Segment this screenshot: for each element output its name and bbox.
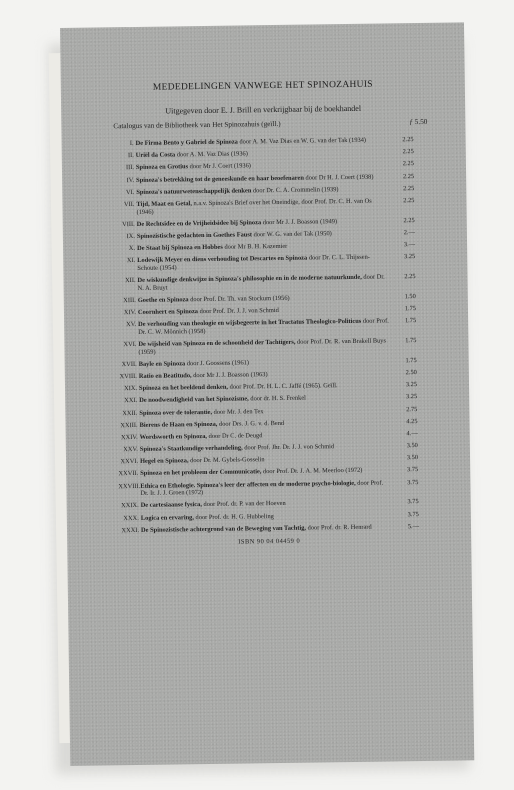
entry-number: X. bbox=[128, 245, 136, 253]
publication-entry bbox=[115, 241, 415, 253]
entry-title: De Staat bij Spinoza en Hobbes bbox=[137, 243, 223, 253]
entry-number: IV. bbox=[126, 176, 135, 184]
entry-author: door Dr C. de Deugd bbox=[208, 432, 263, 440]
entry-author: door Prof. Jhr. Dr. J. J. von Schmid bbox=[244, 443, 335, 452]
entry-number: XXIX. bbox=[121, 502, 139, 510]
entry-title: Spinoza en het probleem der Communicatie, bbox=[140, 468, 262, 478]
entry-price: 1.75 bbox=[405, 356, 417, 364]
entry-number: XXIII. bbox=[120, 421, 138, 429]
entry-price: 1.75 bbox=[404, 317, 417, 325]
entry-price: 2.50 bbox=[405, 369, 417, 377]
cover-content bbox=[113, 79, 428, 548]
entry-title: De Firma Bento y Gabriel de Spinoza bbox=[135, 138, 238, 147]
entry-author: door Dr. C. A. Crommelin (1939) bbox=[252, 185, 339, 195]
entry-title: De Rechtsidee en de Vrijheidsidee bij Spinoza bbox=[136, 218, 262, 228]
entry-author: door Mr J. J. Boasson (1963) bbox=[193, 371, 268, 380]
publication-entry bbox=[117, 393, 417, 405]
entry-price: 2.25 bbox=[402, 148, 414, 156]
entry-title: Spinoza en Grotius bbox=[135, 163, 189, 172]
entry-title: Hegel en Spinoza, bbox=[140, 457, 189, 466]
entry-author: n.a.v. Spinoza's Brief over het Oneindige, door Prof. Dr. C. H. van Os (1946) bbox=[136, 197, 372, 216]
entry-number: XVIII. bbox=[119, 372, 137, 381]
publication-entry bbox=[116, 337, 416, 356]
entry-title: De noodwendigheid van het Spinozisme, bbox=[139, 395, 249, 405]
entry-title: De verhouding van theologie en wijsbegeerte in het Tractatus Theologico-Politicus bbox=[138, 318, 362, 329]
catalogue-title: Catalogus van de Bibliotheek van Het Spinozahuis (geïll.) bbox=[113, 119, 281, 131]
entry-number: II. bbox=[127, 152, 134, 160]
entry-title: Wordsworth en Spinoza, bbox=[139, 432, 208, 441]
entry-author: door Prof. dr. H. G. Hubbeling bbox=[195, 512, 274, 521]
publication-entry bbox=[118, 418, 418, 430]
series-heading: MEDEDELINGEN VANWEGE HET SPINOZAHUIS bbox=[152, 79, 373, 93]
entry-number: XI. bbox=[126, 257, 136, 265]
entry-price: 3.75 bbox=[407, 510, 419, 518]
entry-author: door Prof. Dr. C. W. Mönnich (1958) bbox=[138, 317, 389, 336]
catalogue-line bbox=[113, 117, 428, 131]
publication-entry bbox=[115, 229, 415, 241]
publication-entry bbox=[115, 273, 415, 292]
publication-entry bbox=[116, 317, 416, 336]
publication-entry bbox=[117, 406, 417, 418]
entry-price: 2.— bbox=[403, 228, 415, 237]
entry-number: XIII. bbox=[123, 296, 136, 304]
entry-title: Goethe en Spinoza bbox=[137, 296, 189, 304]
entry-author: door Prof. Dr. J. J. von Schmid bbox=[199, 307, 279, 316]
publication-entry bbox=[118, 479, 418, 498]
entry-number: XXX. bbox=[123, 514, 139, 522]
publication-entry bbox=[119, 523, 419, 535]
entry-price: 2.25 bbox=[402, 172, 415, 180]
publication-entry bbox=[114, 160, 414, 172]
entry-price: 3.50 bbox=[406, 454, 419, 462]
entry-author: door Prof. Dr. Th. van Stockum (1956) bbox=[190, 294, 290, 304]
entry-author: door Prof. dr. P. van der Hoeven bbox=[203, 500, 286, 509]
entry-price: 1.50 bbox=[404, 292, 416, 301]
entry-number: XXIV. bbox=[120, 433, 138, 442]
entry-title: Bierens de Haan en Spinoza, bbox=[139, 420, 218, 429]
entry-price: 2.25 bbox=[403, 216, 415, 224]
entry-author: door Mr J. Coert (1936) bbox=[189, 162, 251, 171]
entry-title: De wijsheid van Spinoza en de schoonheid der Tachtigers, bbox=[138, 338, 296, 348]
publication-entry bbox=[114, 197, 414, 216]
publisher-line: Uitgegeven door E. J. Brill en verkrijgbaar bij de boekhandel bbox=[165, 103, 362, 116]
entry-price: 1.75 bbox=[405, 337, 417, 345]
entry-price: 2.25 bbox=[403, 197, 415, 205]
entry-title: Spinoza en het beeldend denken, bbox=[138, 383, 229, 393]
entry-price: 2.25 bbox=[403, 184, 415, 192]
entry-price: 3.50 bbox=[406, 442, 418, 450]
entry-author: door Mr B. H. Kazemier bbox=[224, 242, 288, 251]
entry-number: XIX. bbox=[124, 385, 138, 393]
publication-entry bbox=[117, 381, 417, 393]
entry-price: 3.— bbox=[403, 241, 416, 249]
entry-author: door Mr. J. den Tex bbox=[213, 407, 264, 416]
book-back-cover bbox=[60, 22, 474, 766]
publication-entry bbox=[119, 498, 419, 510]
entry-title: Spinoza over de tolerantie, bbox=[139, 408, 213, 417]
publication-list bbox=[114, 136, 419, 535]
publication-entry bbox=[117, 357, 417, 369]
entry-author: door Prof. dr. R. Henrard bbox=[307, 523, 372, 532]
publication-entry bbox=[118, 467, 418, 479]
entry-number: III. bbox=[125, 164, 135, 172]
entry-title: Uriël da Costa bbox=[135, 151, 176, 160]
entry-price: 3.75 bbox=[407, 498, 419, 506]
entry-number: XXII. bbox=[122, 409, 138, 417]
entry-number: XXVII. bbox=[118, 470, 139, 478]
entry-title: Spinoza's betrekking tot de geneeskunde en haar beoefenaren bbox=[136, 174, 304, 184]
entry-title: Lodewijk Meyer en diens verhouding tot Descartes en Spinoza bbox=[137, 254, 308, 265]
entry-price: 3.75 bbox=[406, 466, 419, 474]
entry-title: Ethica en Ethologie. Spinoza's leer der affecten en de moderne psycho-biologie, bbox=[140, 479, 356, 490]
entry-price: 4.— bbox=[406, 429, 418, 438]
entry-author: door A. M. Vaz Dias (1936) bbox=[176, 150, 248, 159]
publication-entry bbox=[118, 442, 418, 454]
entry-title: De cartesiaanse fysica, bbox=[140, 501, 202, 510]
entry-number: XII. bbox=[125, 277, 136, 285]
entry-price: 2.75 bbox=[406, 405, 418, 413]
publication-entry bbox=[114, 185, 414, 197]
entry-author: door A. M. Vaz Dias en W. G. van der Tak (1934) bbox=[239, 136, 367, 146]
publication-entry bbox=[114, 136, 414, 148]
entry-author: door Drs. J. G. v. d. Bend bbox=[218, 419, 285, 428]
entry-author: door Mr J. J. Boasson (1949) bbox=[262, 217, 338, 226]
entry-title: De wiskundige denkwijze in Spinoza's philosophie en in de moderne natuurkunde, bbox=[137, 273, 362, 285]
entry-title: Coornhert en Spinoza bbox=[137, 308, 199, 316]
entry-number: XVI. bbox=[123, 340, 137, 349]
publication-entry bbox=[114, 148, 414, 160]
entry-author: door dr. H. S. Frenkel bbox=[250, 394, 306, 403]
entry-number: XXVI. bbox=[120, 458, 139, 466]
catalogue-price: ƒ 5.50 bbox=[409, 117, 428, 127]
entry-number: XVII. bbox=[121, 360, 137, 368]
publication-entry bbox=[118, 430, 418, 442]
entry-number: XIV. bbox=[123, 308, 137, 317]
entry-number: IX. bbox=[126, 232, 135, 240]
publication-entry bbox=[115, 217, 415, 229]
entry-title: Bayle en Spinoza bbox=[138, 360, 186, 368]
publication-entry bbox=[118, 454, 418, 466]
entry-title: Tijd, Maat en Getal, bbox=[136, 200, 192, 208]
entry-price: 3.25 bbox=[405, 393, 418, 401]
entry-number: XXV. bbox=[123, 446, 138, 454]
entry-title: De Spinozistische achtergrond van de Beweging van Tachtig, bbox=[140, 524, 307, 534]
entry-price: 3.25 bbox=[405, 381, 418, 389]
entry-price: 2.25 bbox=[404, 273, 416, 281]
entry-title: Spinoza's natuurwetenschappelijk denken bbox=[136, 187, 252, 196]
entry-number: VI. bbox=[125, 188, 135, 196]
publication-entry bbox=[117, 369, 417, 381]
entry-author: door Dr. M. Gybels-Gosselin bbox=[190, 456, 265, 465]
entry-author: door Dr. N. A. Bruyt bbox=[137, 273, 385, 292]
entry-price: 2.25 bbox=[402, 160, 414, 168]
publication-entry bbox=[119, 511, 419, 523]
entry-number: XXVIII. bbox=[118, 482, 141, 490]
entry-author: door J. Goossens (1961) bbox=[186, 359, 250, 368]
entry-title: Logica en ervaring, bbox=[140, 513, 194, 522]
entry-price: 3.25 bbox=[403, 253, 416, 261]
entry-price: 3.75 bbox=[407, 478, 419, 486]
entry-number: VII. bbox=[123, 200, 135, 209]
publication-entry bbox=[116, 305, 416, 317]
entry-number: VIII. bbox=[122, 220, 135, 228]
entry-number: XXXI. bbox=[121, 526, 140, 535]
publication-entry bbox=[114, 173, 414, 185]
entry-price: 5.— bbox=[407, 522, 420, 531]
entry-title: Spinozistische gedachten in Goethes Faust bbox=[136, 231, 253, 240]
entry-author: door Prof. Dr. J. A. M. Meerloo (1972) bbox=[262, 467, 363, 476]
entry-author: door Prof. Dr. R. van Brakell Buys (1959) bbox=[138, 337, 387, 356]
entry-author: door Prof. Dr. Ir. J. J. Groen (1972) bbox=[140, 479, 384, 498]
entry-price: 1.75 bbox=[404, 305, 417, 313]
publication-entry bbox=[116, 293, 416, 305]
entry-title: Ratio en Beatitudo, bbox=[138, 372, 192, 380]
entry-title: Spinoza's Staatkundige verhandeling, bbox=[139, 444, 243, 454]
entry-price: 2.25 bbox=[402, 136, 414, 144]
entry-number: I. bbox=[129, 139, 134, 148]
isbn: ISBN 90 04 04459 0 bbox=[238, 538, 301, 546]
entry-price: 4.25 bbox=[406, 417, 418, 425]
entry-number: XXI. bbox=[124, 397, 138, 405]
entry-author: door Dr H. J. Coert (1938) bbox=[305, 173, 374, 182]
entry-author: door Prof. Dr. H. L. C. Jaffé (1965). Geïll. bbox=[229, 382, 338, 391]
entry-author: door Dr. C. L. Thijssen-Schoute (1954) bbox=[137, 253, 370, 272]
entry-author: door W. G. van der Tak (1950) bbox=[253, 230, 332, 239]
publication-entry bbox=[115, 253, 415, 272]
entry-number: XV. bbox=[126, 321, 137, 329]
